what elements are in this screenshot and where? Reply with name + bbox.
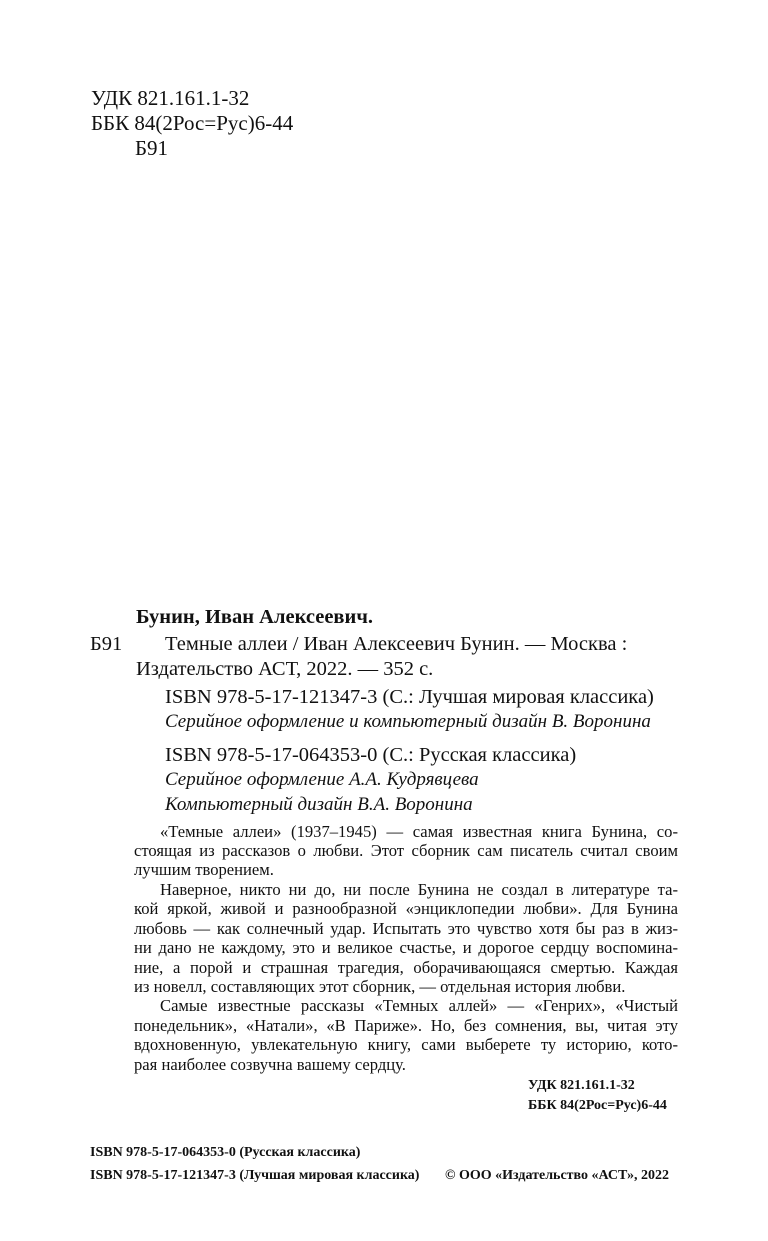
annotation-line: любовь — как солнечный удар. Испытать это чувство хотя бы раз в жиз- <box>134 919 678 938</box>
annotation-line: понедельник», «Натали», «В Париже». Но, без сомнения, вы, читая эту <box>134 1016 678 1035</box>
footer-isbn: ISBN 978-5-17-121347-3 (Лучшая мировая классика) <box>90 1168 420 1183</box>
annotation-line: Самые известные рассказы «Темных аллей» — «Генрих», «Чистый <box>160 996 678 1015</box>
design-credit: Серийное оформление А.А. Кудрявцева <box>165 769 479 790</box>
isbn-line: ISBN 978-5-17-121347-3 (С.: Лучшая мировая классика) <box>165 686 654 708</box>
annotation-line: лучшим творением. <box>134 860 274 879</box>
annotation-line: «Темные аллеи» (1937–1945) — самая известная книга Бунина, со- <box>160 822 678 841</box>
title-line-2: Издательство АСТ, 2022. — 352 с. <box>136 658 434 680</box>
design-credit: Компьютерный дизайн В.А. Воронина <box>165 794 473 815</box>
annotation-line: стоящая из рассказов о любви. Этот сборник сам писатель считал своим <box>134 841 678 860</box>
copyright: © ООО «Издательство «АСТ», 2022 <box>445 1168 670 1183</box>
design-credit: Серийное оформление и компьютерный дизайн В. Воронина <box>165 711 651 732</box>
annotation-line: из новелл, составляющих этот сборник, — отдельная история любви. <box>134 977 626 996</box>
author-heading: Бунин, Иван Алексеевич. <box>136 606 374 628</box>
udk-code-top: УДК 821.161.1-32 <box>91 86 250 110</box>
footer-isbn: ISBN 978-5-17-064353-0 (Русская классика) <box>90 1145 361 1160</box>
isbn-line: ISBN 978-5-17-064353-0 (С.: Русская классика) <box>165 744 577 766</box>
annotation-line: ни дано не каждому, это и великое счастье, и дорогое сердцу воспомина- <box>134 938 678 957</box>
annotation-line: рая наиболее созвучна вашему сердцу. <box>134 1055 406 1074</box>
annotation-line: вдохновенную, увлекательную книгу, сами выберете ту историю, кото- <box>134 1035 678 1054</box>
author-mark: Б91 <box>90 633 123 655</box>
udk-code-bottom: УДК 821.161.1-32 <box>528 1078 635 1093</box>
annotation-line: Наверное, никто ни до, ни после Бунина не создал в литературе та- <box>160 880 678 899</box>
bbk-code-top: ББК 84(2Рос=Рус)6-44 <box>91 111 294 135</box>
author-mark-top: Б91 <box>135 136 169 160</box>
title-line-1: Темные аллеи / Иван Алексеевич Бунин. — Москва : <box>165 633 628 655</box>
bbk-code-bottom: ББК 84(2Рос=Рус)6-44 <box>528 1098 667 1113</box>
annotation-line: ние, а порой и страшная трагедия, оборачивающаяся смертью. Каждая <box>134 958 678 977</box>
annotation-line: кой яркой, живой и разнообразной «энциклопедии любви». Для Бунина <box>134 899 678 918</box>
